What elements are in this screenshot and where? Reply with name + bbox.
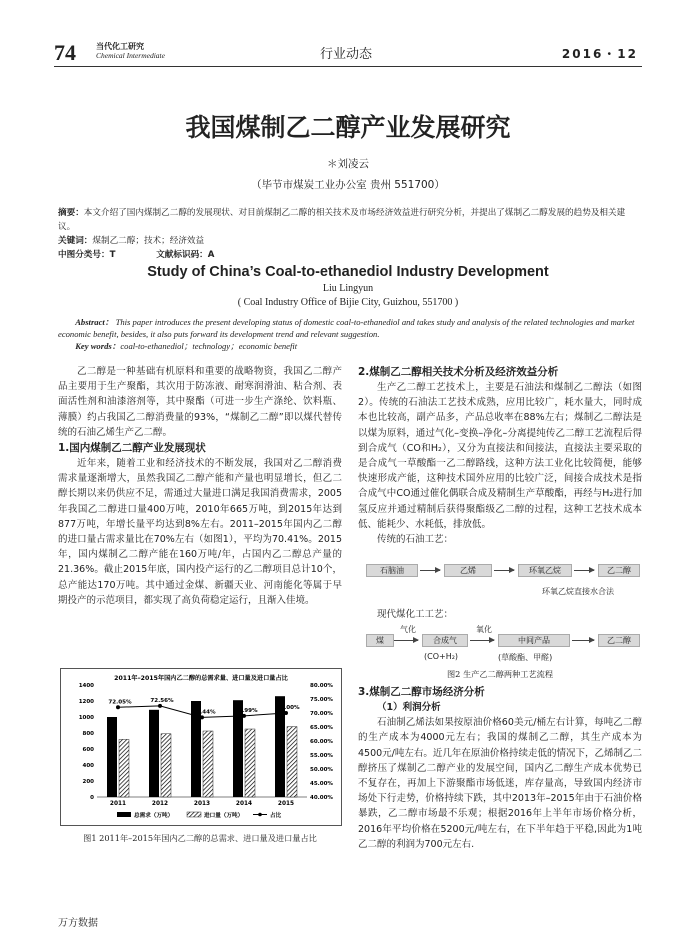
article-affiliation: （毕节市煤炭工业办公室 贵州 551700） [251, 179, 445, 191]
bar-demand [107, 717, 117, 797]
flow-node-syngas: 合成气 [422, 634, 468, 647]
magazine-name [96, 42, 165, 60]
bar-import [287, 727, 297, 797]
english-author: Liu Lingyun [322, 283, 374, 294]
y-tick-label-left: 800 [82, 731, 94, 737]
legend-swatch-ratio-dot [258, 813, 262, 817]
flow-arrow [394, 640, 418, 641]
section-1-heading: 1.国内煤制乙二醇产业发展现状 [58, 442, 206, 455]
flow-arrow [494, 570, 514, 571]
english-affiliation: ( Coal Industry Office of Bijie City, Guizhou, 551700 ) [237, 297, 459, 308]
legend-swatch-import [187, 812, 201, 817]
y-tick-label-right: 75.00% [310, 697, 333, 703]
magazine-name-cn: 当代化工研究 [96, 42, 144, 51]
english-keywords-text: coal-to-ethanediol；technology；economic benefit [120, 341, 298, 351]
y-tick-label-left: 400 [82, 763, 94, 769]
bar-demand [233, 700, 243, 797]
clc-label: 中图分类号： [58, 250, 110, 260]
x-tick-label: 2013 [193, 801, 211, 807]
keywords-label: 关键词： [58, 236, 93, 246]
keywords-text: 煤制乙二醇；技术；经济效益 [92, 236, 205, 246]
flow-node-coal: 煤 [366, 634, 394, 647]
y-tick-label-left: 200 [82, 779, 94, 785]
flow-arrow [470, 640, 494, 641]
y-tick-label-right: 45.00% [310, 781, 333, 787]
article-author: ＊刘凌云 [327, 158, 369, 170]
flow-node-ethylene: 乙烯 [444, 564, 492, 577]
magazine-name-en: Chemical Intermediate [96, 51, 165, 60]
abstract-label: 摘要： [58, 208, 84, 218]
y-tick-label-left: 1200 [78, 699, 94, 705]
y-tick-label-left: 600 [82, 747, 94, 753]
bar-import [119, 739, 129, 797]
article-title: 我国煤制乙二醇产业发展研究 [185, 113, 511, 142]
flow-node-ethylene-glycol: 乙二醇 [598, 564, 640, 577]
page-number: 74 [54, 40, 76, 65]
figure-1-chart [60, 668, 342, 826]
y-tick-label-right: 70.00% [310, 711, 333, 717]
traditional-process-flow [358, 564, 642, 604]
section-3-heading: 3.煤制乙二醇市场经济分析 [358, 686, 485, 698]
flow-arrow [572, 640, 594, 641]
english-abstract-text: This paper introduces the present developing status of domestic coal-to-ethanediol and takes study and analysis of the related technologies and market economic benefit, besides, it also puts forward its development trend and relevant suggestion. [58, 317, 635, 339]
flow-node-intermediate: 中间产品 [498, 634, 570, 647]
y-tick-label-left: 0 [90, 795, 94, 801]
bar-demand [275, 696, 285, 797]
chart-title: 2011年–2015年国内乙二醇的总需求量、进口量及进口量占比 [114, 675, 288, 682]
flow-sub-intermediate: (草酸酯、甲醛) [498, 653, 553, 662]
ratio-point [200, 715, 204, 719]
y-tick-label-right: 65.00% [310, 725, 333, 731]
bar-import [245, 729, 255, 797]
bar-import [161, 734, 171, 797]
section-2-paragraph: 生产乙二醇工艺技术上，主要是石油法和煤制乙二醇法（如图2）。传统的石油法工艺技术成熟，应用比较广，耗水量大，同时成本也比较高，副产品多，产品总收率在88%左右；煤制乙二醇法是以煤为原料，通过气化–变换–净化–分离提纯传乙二醇工艺流程后得到合成气（CO和H₂），又分为直接法和间接法，直接法主要采取的是合成气一草酸酯一乙二醇路线，这种方法工业化比较简便，能够快速形成产能，这种技术国外应用的比较广泛，间接合成技术是指合成气中CO通过催化偶联合成及精制生产草酸酯，再经与H₂进行加氢反应并通过精制后获得聚酯级乙二醇的过程，这种工艺技术成本低、能耗少、水耗低，排放低。 [358, 382, 642, 530]
legend-swatch-demand [117, 812, 131, 817]
bar-demand [149, 710, 159, 797]
y-tick-label-right: 80.00% [310, 683, 333, 689]
figure-1-caption: 图1 2011年–2015年国内乙二醇的总需求、进口量及进口量占比 [83, 833, 317, 843]
section-1-paragraph: 近年来，随着工业和经济技术的不断发展，我国对乙二醇消费需求量逐渐增大，虽然我国乙二醇产能和产量也明显增长，但乙二醇长期以来仍供应不足，需通过大量进口满足我国消费需求，2005年我国乙二醇进口量400万吨，2010年665万吨，到2015年达到877万吨，年增长量平均达到8%左右。2011–2015年国内乙二醇的进口量占需求量比在70%左右（如图1），平均为70.41%。2015年，国内煤制乙二醇产能在160万吨/年，占国内乙二醇总产量的21.36%。截止2015年底，国内投产运行的乙二醇项目总计10个，总产能达170万吨。其中通过金煤、新疆天业、河南能化等属于早期投产的示范项目，都实现了高负荷稳定运行，且渐入佳境。 [58, 458, 342, 606]
ratio-data-label: 72.56% [150, 697, 174, 704]
ratio-point [116, 705, 120, 709]
clc-value: T [109, 250, 116, 260]
flow-node-naphtha: 石脑油 [366, 564, 418, 577]
flow-arrow [420, 570, 440, 571]
y-tick-label-left: 1400 [78, 683, 94, 689]
y-tick-label-right: 55.00% [310, 753, 333, 759]
ratio-point [158, 704, 162, 708]
y-tick-label-right: 60.00% [310, 739, 333, 745]
header-divider [54, 66, 642, 67]
flow-arrow-label-gasification: 气化 [400, 625, 416, 634]
english-keywords-label: Key words [75, 341, 112, 351]
x-tick-label: 2014 [235, 801, 253, 807]
flow-sub-syngas: (CO+H₂) [424, 652, 459, 661]
issue-number: 2016・12 [561, 47, 638, 61]
y-tick-label-right: 40.00% [310, 795, 333, 801]
ratio-data-label: 68.99% [234, 707, 258, 714]
flow-arrow-label-oxidation: 氧化 [476, 625, 492, 634]
abstract-text: 本文介绍了国内煤制乙二醇的发展现状、对目前煤制乙二醇的相关技术及市场经济效益进行研究分析，并提出了煤制乙二醇发展的趋势及相关建议。 [58, 208, 626, 232]
ratio-data-label: 72.05% [108, 699, 132, 706]
intro-paragraph: 乙二醇是一种基础有机原料和重要的战略物资，我国乙二醇产品主要用于生产聚酯，其次用于防冻液、耐寒润滑油、粘合剂、表面活性剂和油漆溶剂等，其中聚酯（可进一步生产涤纶、饮料瓶、薄膜）约占我国乙二醇消费量的93%，“煤制乙二醇”即以煤代替传统的石油乙烯生产乙二醇。 [58, 366, 342, 438]
flow-node-ethylene-glycol-2: 乙二醇 [598, 634, 640, 647]
bar-import [203, 731, 213, 797]
english-abstract-label: Abstract [75, 317, 105, 327]
ratio-data-label: 70.00% [276, 705, 300, 711]
legend-label-import: 进口量（万吨） [204, 813, 244, 819]
section-3-1-heading: （1）利润分析 [377, 702, 441, 713]
doc-code-value: A [207, 250, 215, 260]
coal-process-flow [358, 624, 642, 668]
ratio-data-label: 68.44% [192, 709, 216, 716]
section-2-heading: 2.煤制乙二醇相关技术分析及经济效益分析 [358, 366, 559, 378]
legend-label-demand: 总需求（万吨） [134, 813, 174, 819]
section-title: 行业动态 [320, 47, 373, 62]
english-title: Study of China’s Coal-to-ethanediol Industry Development [147, 264, 549, 280]
flow-node-ethylene-oxide: 环氧乙烷 [518, 564, 572, 577]
section-3 [358, 684, 642, 852]
figure-2-caption: 图2 生产乙二醇两种工艺流程 [446, 669, 554, 679]
abstract-cn [58, 206, 642, 262]
doc-code-label: 文献标识码： [156, 250, 208, 260]
traditional-process-label: 传统的石油工艺： [377, 534, 454, 546]
y-tick-label-right: 50.00% [310, 767, 333, 773]
english-abstract: Abstract： This paper introduces the present developing status of domestic coal-to-ethanediol and takes study and analysis of the related technologies and market economic benefit, besides, it also puts forward its development trend and relevant suggestion. Key words：coal-to-ethanediol；technology；economic benefit [58, 317, 635, 351]
flow-arrow [574, 570, 594, 571]
modern-process-label: 现代煤化工工艺： [377, 609, 454, 620]
left-column [58, 364, 342, 608]
flow-note: 环氧乙烷直接水合法 [542, 587, 614, 596]
x-tick-label: 2011 [109, 801, 127, 807]
ratio-point [242, 714, 246, 718]
right-column [358, 364, 642, 547]
legend-label-ratio: 占比 [270, 813, 282, 819]
ratio-point [284, 711, 288, 715]
watermark: 万方数据 [58, 918, 98, 929]
y-tick-label-left: 1000 [78, 715, 94, 721]
x-tick-label: 2015 [277, 801, 295, 807]
x-tick-label: 2012 [151, 801, 169, 807]
section-3-paragraph: 石油制乙烯法如果按原油价格60美元/桶左右计算，每吨乙二醇的生产成本为4000元左右；我国的煤制乙二醇，其生产成本为4500元/吨左右。近几年在原油价格持续走低的情况下，乙烯制乙二醇挤压了煤制乙二醇产业的发展空间，国内乙二醇生产成本优势已不复存在，再加上下游聚酯市场低迷，库存量高，导致国内经济市场处下行走势，价格持续下跌，其中2013年–2015年由于石油价格暴跌，乙二醇市场最不乐观；根据2016年上半年市场价格分析，2016年平均价格在5200元/吨左右，在下半年趋于平稳,因此为1吨乙二醇的利润为700元左右. [358, 717, 642, 850]
bar-line-chart [61, 669, 341, 825]
